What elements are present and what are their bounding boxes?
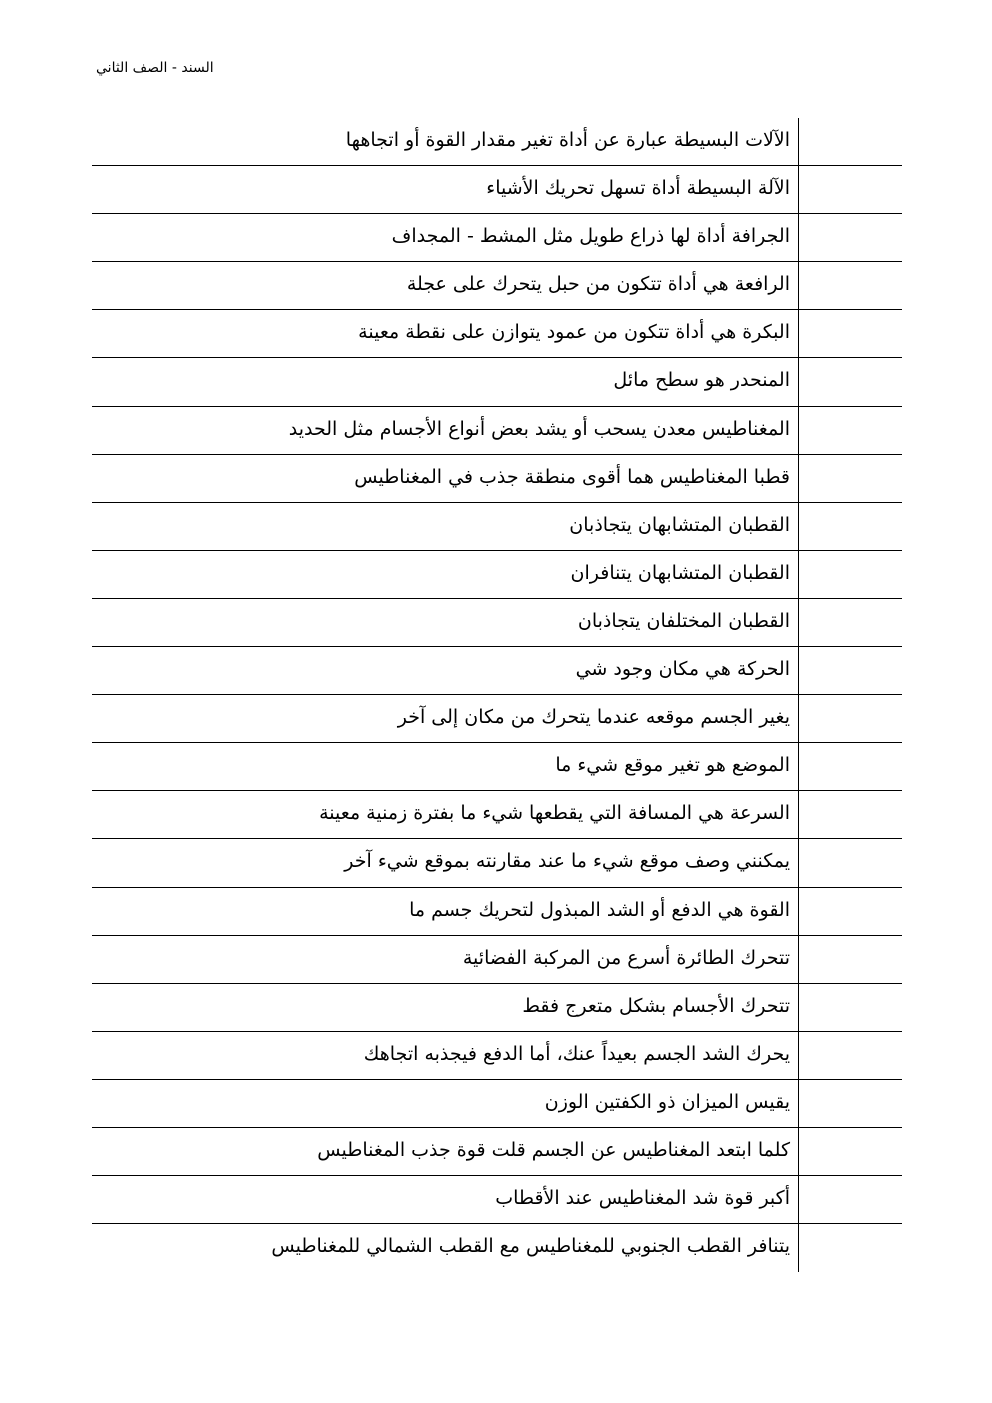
statement-row [92, 599, 902, 647]
statement-text: القوة هي الدفع أو الشد المبذول لتحريك جسم ما [409, 898, 790, 921]
answer-cell[interactable] [800, 647, 902, 694]
answer-cell[interactable] [800, 455, 902, 502]
statement-text: كلما ابتعد المغناطيس عن الجسم قلت قوة جذب المغناطيس [317, 1138, 790, 1161]
statement-text: الآلة البسيطة أداة تسهل تحريك الأشياء [486, 177, 790, 200]
statement-text: الحركة هي مكان وجود شي [575, 658, 790, 681]
statement-row [92, 984, 902, 1032]
statement-row [92, 503, 902, 551]
statement-text: الموضع هو تغير موقع شيء ما [555, 754, 790, 777]
answer-cell[interactable] [800, 262, 902, 309]
statement-text: القطبان المختلفان يتجاذبان [577, 609, 790, 632]
statement-text: يقيس الميزان ذو الكفتين الوزن [544, 1090, 790, 1113]
statement-text: يمكنني وصف موقع شيء ما عند مقارنته بموقع شيء آخر [344, 850, 790, 873]
statement-row [92, 1176, 902, 1224]
answer-cell[interactable] [800, 1176, 902, 1223]
answer-cell[interactable] [800, 118, 902, 165]
statement-row [92, 1224, 902, 1272]
statement-row [92, 695, 902, 743]
statement-row [92, 407, 902, 455]
true-false-worksheet [92, 118, 902, 1272]
answer-cell[interactable] [800, 888, 902, 935]
statement-row [92, 214, 902, 262]
statement-text: الآلات البسيطة عبارة عن أداة تغير مقدار القوة أو اتجاهها [345, 129, 790, 151]
statement-row [92, 743, 902, 791]
statement-text: يغير الجسم موقعه عندما يتحرك من مكان إلى آخر [397, 706, 790, 729]
statement-text: المغناطيس معدن يسحب أو يشد بعض أنواع الأجسام مثل الحديد [288, 417, 790, 440]
answer-cell[interactable] [800, 599, 902, 646]
statement-row [92, 647, 902, 695]
statement-row [92, 1032, 902, 1080]
statement-text: القطبان المتشابهان يتنافران [570, 561, 790, 584]
statement-text: المنحدر هو سطح مائل [613, 369, 790, 392]
statement-row [92, 166, 902, 214]
answer-cell[interactable] [800, 743, 902, 790]
answer-cell[interactable] [800, 310, 902, 357]
statement-text: أكبر قوة شد المغناطيس عند الأقطاب [495, 1187, 790, 1210]
page-header: السند - الصف الثاني [96, 60, 214, 76]
statement-text: يتنافر القطب الجنوبي للمغناطيس مع القطب الشمالي للمغناطيس [271, 1235, 790, 1258]
statement-row [92, 888, 902, 936]
answer-cell[interactable] [800, 407, 902, 454]
answer-cell[interactable] [800, 166, 902, 213]
answer-cell[interactable] [800, 695, 902, 742]
answer-cell[interactable] [800, 1080, 902, 1127]
statement-text: قطبا المغناطيس هما أقوى منطقة جذب في المغناطيس [354, 465, 790, 488]
answer-cell[interactable] [800, 1032, 902, 1079]
statement-row [92, 118, 902, 166]
statement-text: الجرافة أداة لها ذراع طويل مثل المشط - المجداف [391, 225, 790, 248]
statement-row [92, 455, 902, 503]
statement-text: يحرك الشد الجسم بعيداً عنك، أما الدفع فيجذبه اتجاهك [363, 1042, 790, 1065]
answer-cell[interactable] [800, 936, 902, 983]
statement-text: تتحرك الأجسام بشكل متعرج فقط [522, 994, 790, 1017]
statement-text: القطبان المتشابهان يتجاذبان [569, 513, 790, 536]
statement-text: البكرة هي أداة تتكون من عمود يتوازن على نقطة معينة [358, 321, 790, 344]
answer-cell[interactable] [800, 1224, 902, 1272]
answer-cell[interactable] [800, 791, 902, 838]
statement-row [92, 1128, 902, 1176]
answer-cell[interactable] [800, 551, 902, 598]
statement-row [92, 262, 902, 310]
statement-row [92, 936, 902, 984]
answer-cell[interactable] [800, 503, 902, 550]
statement-row [92, 839, 902, 887]
statement-list [92, 118, 902, 1272]
statement-text: الرافعة هي أداة تتكون من حبل يتحرك على عجلة [406, 273, 790, 296]
statement-row [92, 310, 902, 358]
answer-cell[interactable] [800, 839, 902, 886]
statement-row [92, 791, 902, 839]
statement-row [92, 358, 902, 406]
statement-text: السرعة هي المسافة التي يقطعها شيء ما بفترة زمنية معينة [319, 802, 790, 825]
statement-row [92, 551, 902, 599]
answer-cell[interactable] [800, 1128, 902, 1175]
answer-cell[interactable] [800, 984, 902, 1031]
statement-text: تتحرك الطائرة أسرع من المركبة الفضائية [462, 946, 790, 969]
answer-cell[interactable] [800, 214, 902, 261]
statement-row [92, 1080, 902, 1128]
answer-cell[interactable] [800, 358, 902, 405]
